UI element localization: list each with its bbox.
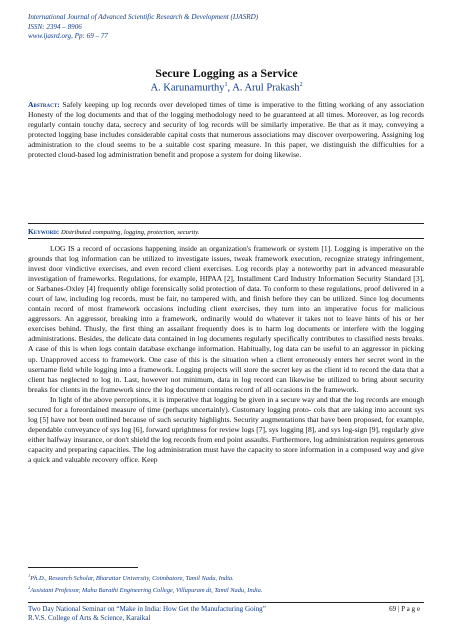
page-number: 69 | P a g e (389, 605, 420, 613)
keywords-block (28, 227, 424, 236)
footnote-2 (28, 583, 262, 595)
author-line (0, 82, 453, 94)
journal-issn: ISSN: 2394 – 8906 (28, 22, 82, 31)
footnote-1 (28, 571, 262, 583)
footnote-2-text: Assistant Professor, Maha Barathi Engineering College, Villupuram dt, Tamil Nadu, India. (30, 587, 263, 595)
footer-rule (28, 602, 424, 603)
footnote-1-text: Ph.D., Research Scholar, Bharatiar University, Coimbatore, Tamil Nadu, India. (30, 575, 234, 583)
journal-url-pages: www.ijasrd.org, Pp: 69 – 77 (28, 32, 108, 41)
body-paragraph-1: LOG IS a record of occasions happening inside an organization's framework or system [1]. Logging is imperative on the grounds that log information can be utilized to investigate issues, tweak framework execution, recognize strategy infringement, invest door vindictive exercises, and even record client exercises. Log records play a noteworthy part in advanced measurable investigation of frameworks. Regulations, for example, HIPAA [2], Installment Card Industry Information Security Standard [3], or Sarbanes-Oxley [4] frequently oblige forensically solid protection of data. To conform to these regulations, proof delivered in a court of law, including log records, must be fair, no tampered with, and finish before they can be utilized. Since log documents contain record of most framework occasions including client exercises, they turn into an imperative focus for malicious aggressors. An aggressor, breaking into a framework, ordinarily would do whatever it takes not to leave hints of his or her exercises behind. Thusly, the first thing an assailant frequently does is to harm log documents or interfere with the logging administrations. Besides, the delicate data contained in log documents regularly specifically contributes to classified nests breaks. A case of this is when logs contain database exchange information. Habitually, log data can be useful to an aggressor in picking up. Unapproved access to framework. One case of this is the situation when a client erroneously enters her secret word in the username field while logging into a framework. Logging projects will store the secret key as the client id to record the data that a client has neglected to log in. Last, however not minimum, data in log record can likewise be utilized to bring about security breaks for clients in the framework since the log document contains record of all occasions in the framework. (28, 244, 424, 394)
author-separator: , (227, 82, 233, 94)
author-2-affil: 2 (299, 82, 303, 88)
page-footer (28, 605, 424, 623)
footer-college: R.V.S. College of Arts & Science, Karaikal (28, 614, 151, 623)
paper-title: Secure Logging as a Service (155, 66, 298, 80)
keywords-text: Distributed computing, logging, protection, security. (60, 229, 200, 236)
journal-header (28, 13, 258, 42)
footnotes (28, 571, 262, 595)
abstract-label: Abstract: (28, 100, 60, 109)
footer-seminar: Two Day National Seminar on “Make in India: How Get the Manufacturing Going” (28, 605, 266, 613)
footnote-1-mark: 1 (28, 573, 31, 578)
abstract-text: Safely keeping up log records over developed times of time is imperative to the fitting working of any association Honesty of the log documents and that of the logging methodology need to be guaranteed at all times. Moreover, as log records regularly contain touchy data, secrecy and security of log records will be similarly imperative. Be that as it may, conveying a protected logging base includes considerable capital costs that numerous associations may discover overpowering. Assigning log administration to the cloud seems to be a suitable cost sparing measure. In this paper, we distinguish the difficulties for a protected cloud-based log administration benefit and propose a system for doing likewise. (28, 100, 424, 160)
keyword-bottom-rule (28, 238, 424, 239)
author-2: A. Arul Prakash (232, 82, 300, 94)
keyword-top-rule (28, 223, 424, 224)
journal-name: International Journal of Advanced Scientific Research & Development (IJASRD) (28, 13, 259, 21)
footnote-2-mark: 2 (28, 585, 31, 591)
body-paragraph-2: In light of the above perceptions, it is imperative that logging be given in a secure way and that the log records are enough secured for a foreordained measure of time (perhaps uncertainly). Customary logging proto- cols that are taking into account sys log [5] have not been outlined because of such security highlights. Security augmentations that have been proposed, for example, dependable conveyance of sys log [6], forward uprightness for review logs [7], sys logging [8], and sys log-sign [9], regularly give either halfway insurance, or don't shield the log records from end point assaults. Furthermore, log administration requires generous capacity and preparing capacities. The log administration must have the capacity to store information in a composed way and give a quick and valuable recovery office. Keep (28, 394, 424, 464)
footnote-rule (28, 567, 138, 568)
author-1-affil: 1 (224, 82, 228, 88)
abstract-block (28, 100, 424, 161)
keywords-label: Keyword: (28, 227, 60, 236)
author-1: A. Karunamurthy (150, 82, 225, 94)
body-text (28, 244, 424, 465)
